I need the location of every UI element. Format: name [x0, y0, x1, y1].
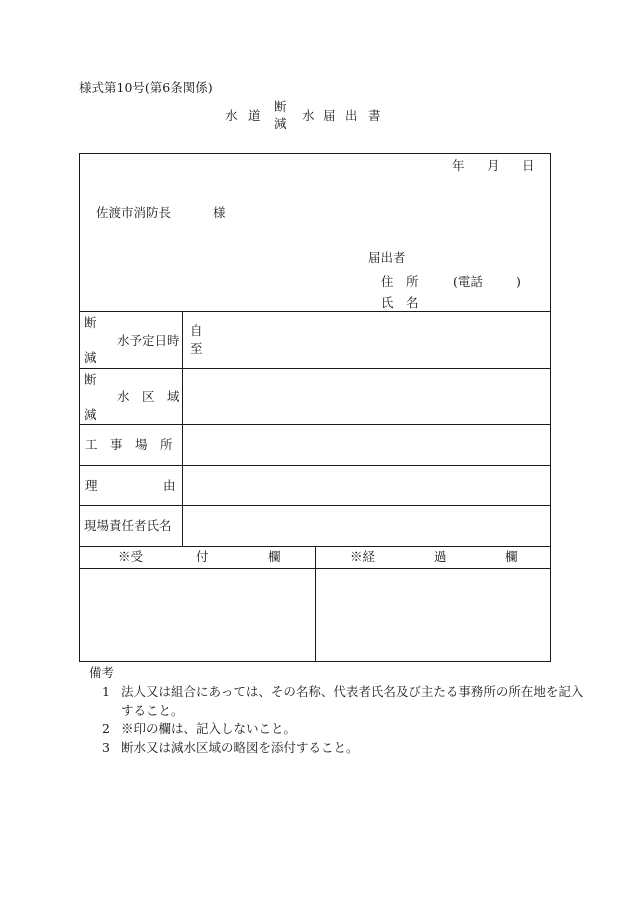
title-char: 書	[368, 108, 381, 123]
form-number: 様式第10号(第6条関係)	[79, 80, 213, 95]
reception-header-char: 欄	[268, 549, 281, 564]
date-day: 日	[522, 158, 535, 173]
schedule-from: 自	[190, 323, 203, 338]
title-char: 水	[302, 108, 315, 123]
row-divider	[79, 505, 551, 506]
note-number: 1	[102, 684, 110, 699]
progress-header-char: ※経	[350, 549, 376, 564]
note-text: すること。	[121, 703, 184, 718]
schedule-label: 水予定日時	[117, 333, 180, 348]
schedule-to: 至	[190, 341, 203, 356]
title-stack	[274, 101, 287, 130]
reception-header-char: ※受	[118, 549, 144, 564]
progress-header-char: 過	[434, 549, 447, 564]
note-text: ※印の欄は、記入しないこと。	[121, 721, 297, 736]
address-label: 住 所	[381, 274, 419, 289]
reception-header-char: 付	[196, 549, 209, 564]
reason-label-right: 由	[163, 478, 176, 493]
site-label: 工 事 場 所	[85, 437, 173, 452]
phone-close: )	[516, 274, 521, 289]
note-text: 断水又は減水区域の略図を添付すること。	[121, 740, 359, 755]
row-divider	[79, 311, 551, 312]
row-divider	[79, 368, 551, 369]
reception-column-divider	[315, 546, 316, 662]
note-text: 法人又は組合にあっては、その名称、代表者氏名及び主たる事務所の所在地を記入	[121, 684, 584, 699]
honorific: 様	[213, 205, 226, 220]
area-label-bottom: 減	[84, 407, 97, 422]
title-stack-bottom: 減	[274, 115, 287, 131]
title-stack-top: 断	[274, 99, 287, 114]
applicant-label: 届出者	[368, 250, 406, 265]
label-column-divider	[182, 311, 183, 546]
supervisor-label: 現場責任者氏名	[84, 518, 172, 533]
area-label-top: 断	[84, 372, 97, 387]
date-month: 月	[487, 158, 500, 173]
addressee: 佐渡市消防長	[96, 205, 172, 220]
phone-label: (電話	[453, 274, 483, 289]
title-char: 水	[225, 108, 238, 123]
area-label: 水 区 域	[117, 389, 180, 404]
title-char: 出	[345, 108, 358, 123]
row-divider	[79, 465, 551, 466]
schedule-label-top: 断	[84, 315, 97, 330]
progress-header-char: 欄	[505, 549, 518, 564]
reason-label-left: 理	[85, 478, 98, 493]
notes-heading: 備考	[89, 665, 115, 680]
note-number: 3	[102, 740, 110, 755]
note-number: 2	[102, 721, 110, 736]
date-year: 年	[452, 158, 465, 173]
title-char: 届	[323, 108, 336, 123]
row-divider	[79, 424, 551, 425]
title-char: 道	[248, 108, 261, 123]
schedule-label-bottom: 減	[84, 350, 97, 365]
name-label: 氏 名	[381, 295, 419, 310]
